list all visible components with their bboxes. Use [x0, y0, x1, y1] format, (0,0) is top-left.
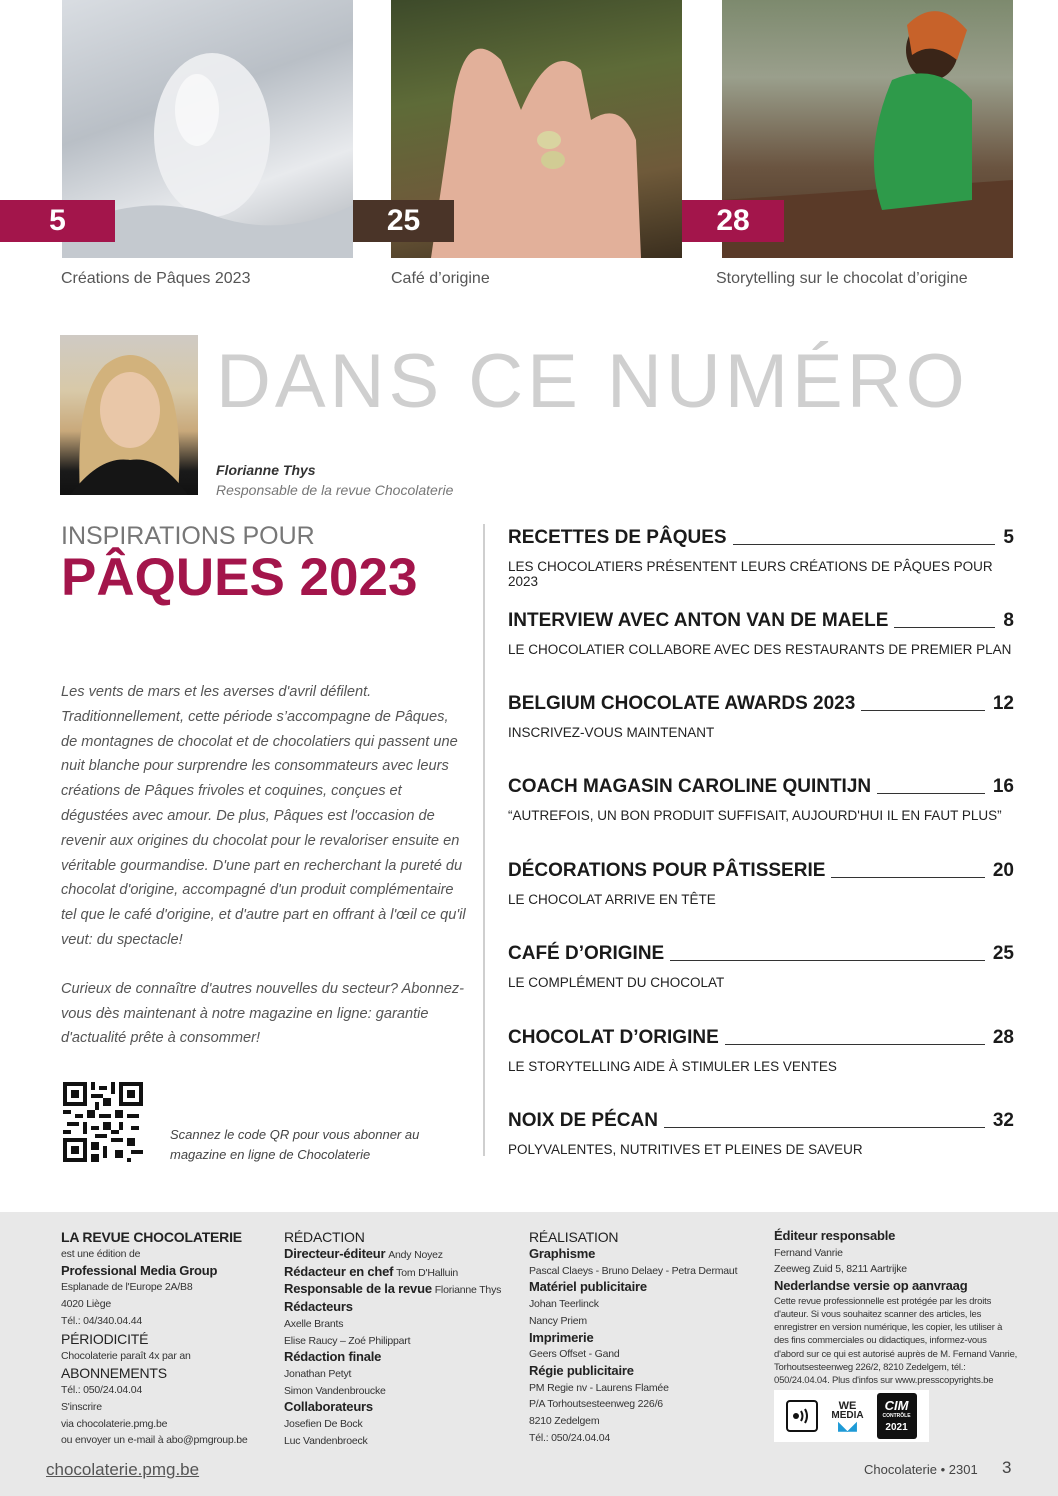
colophon-publisher: [61, 1228, 271, 1449]
toc-leader: [894, 627, 995, 628]
colophon-label: Éditeur responsable: [774, 1228, 896, 1243]
toc-entry[interactable]: [508, 943, 1014, 990]
certification-logos: [774, 1390, 929, 1442]
colophon-text: Elise Raucy – Zoé Philippart: [284, 1334, 411, 1347]
colophon-responsible: [774, 1228, 1018, 1387]
colophon-text: Tom D'Halluin: [396, 1266, 459, 1279]
toc-leader: [861, 710, 985, 711]
colophon-text: Fernand Vanrie: [774, 1246, 843, 1259]
colophon-label: Directeur-éditeur: [284, 1246, 386, 1261]
colophon-heading: ABONNEMENTS: [61, 1365, 167, 1382]
footer-website-link[interactable]: chocolaterie.pmg.be: [46, 1460, 200, 1479]
toc-entry[interactable]: [508, 693, 1014, 740]
colophon-text: Josefien De Bock: [284, 1418, 363, 1431]
audio-logo-icon: [786, 1400, 818, 1432]
colophon-text: Chocolaterie paraît 4x par an: [61, 1349, 191, 1362]
toc-subtitle: INSCRIVEZ-VOUS MAINTENANT: [508, 725, 715, 740]
editor-name: Florianne Thys: [216, 462, 316, 478]
colophon-link[interactable]: via chocolaterie.pmg.be: [61, 1417, 168, 1430]
toc-page: 20: [992, 860, 1014, 881]
colophon-label: Rédaction finale: [284, 1349, 382, 1365]
toc-page: 28: [992, 1027, 1014, 1048]
colophon-label: Nederlandse versie op aanvraag: [774, 1278, 968, 1294]
colophon-label: Responsable de la revue: [284, 1281, 432, 1297]
colophon-text: P/A Torhoutsesteenweg 226/6: [529, 1398, 663, 1411]
footer-issue: Chocolaterie • 2301: [864, 1462, 978, 1477]
colophon-text: Axelle Brants: [284, 1317, 344, 1330]
toc-page: 25: [992, 943, 1014, 964]
toc-subtitle: LE CHOCOLAT ARRIVE EN TÊTE: [508, 892, 716, 907]
feature-caption: Créations de Pâques 2023: [61, 270, 251, 287]
toc-leader: [733, 544, 996, 545]
headline: PÂQUES 2023: [61, 548, 418, 607]
we-media-mark-icon: ◣◢: [838, 1419, 857, 1433]
toc-entry[interactable]: [508, 610, 1014, 657]
colophon-text: Zeeweg Zuid 5, 8211 Aartrijke: [774, 1263, 907, 1276]
colophon-text: Geers Offset - Gand: [529, 1348, 620, 1361]
toc-subtitle: LE CHOCOLATIER COLLABORE AVEC DES RESTAURANTS DE PREMIER PLAN: [508, 642, 1012, 657]
colophon-label: Rédacteurs: [284, 1299, 353, 1315]
colophon-editorial: [284, 1228, 514, 1449]
colophon-text: est une édition de: [61, 1248, 141, 1260]
colophon-text: S'inscrire: [61, 1400, 102, 1413]
toc-subtitle: LE STORYTELLING AIDE À STIMULER LES VENTES: [508, 1059, 837, 1074]
toc-title: NOIX DE PÉCAN: [508, 1110, 658, 1131]
toc-subtitle: “AUTREFOIS, UN BON PRODUIT SUFFISAIT, AUJOURD'HUI IL EN FAUT PLUS”: [508, 808, 1002, 823]
colophon-text: Johan Teerlinck: [529, 1298, 599, 1311]
colophon-text: PM Regie nv - Laurens Flamée: [529, 1381, 669, 1394]
colophon-text: Jonathan Petyt: [284, 1367, 352, 1380]
toc-leader: [670, 960, 985, 961]
feature-number-badge: 28: [682, 200, 784, 242]
toc-title: BELGIUM CHOCOLATE AWARDS 2023: [508, 693, 856, 714]
toc-leader: [664, 1127, 985, 1128]
toc-title: RECETTES DE PÂQUES: [508, 527, 727, 548]
editor-role: Responsable de la revue Chocolaterie: [216, 482, 454, 498]
qr-code[interactable]: [63, 1082, 143, 1162]
colophon-email[interactable]: ou envoyer un e-mail à abo@pmgroup.be: [61, 1434, 248, 1447]
colophon-text: Tél.: 04/340.04.44: [61, 1314, 143, 1327]
toc-title: COACH MAGASIN CAROLINE QUINTIJN: [508, 776, 872, 797]
page-number: 3: [1002, 1458, 1012, 1477]
colophon-text: Pascal Claeys - Bruno Delaey - Petra Dermaut: [529, 1264, 738, 1277]
toc-entry[interactable]: [508, 1110, 1014, 1157]
colophon-heading: PÉRIODICITÉ: [61, 1330, 149, 1347]
toc-entry[interactable]: [508, 860, 1014, 907]
colophon-label: Régie publicitaire: [529, 1362, 634, 1378]
toc-entry[interactable]: [508, 527, 1014, 589]
colophon-heading: RÉDACTION: [284, 1229, 365, 1245]
colophon-label: Imprimerie: [529, 1329, 594, 1345]
feature-caption: Café d’origine: [391, 270, 490, 287]
toc-subtitle: LE COMPLÉMENT DU CHOCOLAT: [508, 975, 725, 990]
qr-caption: Scannez le code QR pour vous abonner au magazine en ligne de Chocolaterie: [170, 1127, 420, 1162]
feature-number-badge: 25: [353, 200, 454, 242]
toc-title: CAFÉ D’ORIGINE: [508, 943, 665, 964]
toc-page: 32: [992, 1110, 1014, 1131]
colophon-text: Andy Noyez: [388, 1249, 443, 1261]
colophon-production: [529, 1228, 759, 1446]
toc-subtitle: POLYVALENTES, NUTRITIVES ET PLEINES DE SAVEUR: [508, 1142, 863, 1157]
cim-logo: CIM CONTRÔLE 2021: [877, 1393, 917, 1439]
intro-paragraph: Curieux de connaître d'autres nouvelles du secteur? Abonnez-vous dès maintenant à notre magazine en ligne: garantie d'actualité prête à consommer!: [61, 980, 465, 1047]
toc-leader: [725, 1044, 985, 1045]
colophon-text: Simon Vandenbroucke: [284, 1384, 386, 1397]
colophon-text: 8210 Zedelgem: [529, 1415, 600, 1428]
colophon-text: Tél.: 050/24.04.04: [529, 1431, 611, 1444]
editor-portrait: [60, 335, 198, 495]
toc-page: 8: [1003, 610, 1014, 631]
colophon-label: Collaborateurs: [284, 1399, 373, 1415]
copyright-notice: Cette revue professionnelle est protégée par les droits d'auteur. Si vous souhaitez scanner des articles, les enregistrer en version numérique, les copier, les utiliser à des fins commerciales ou didactiques, informez-vous d'abord sur ce qui est autorisé auprès de M. Fernand Vanrie, Torhoutsesteenweg 226/2, 8210 Zedelgem, tél.: 050/24.04.04. Plus d'infos sur www.presscopyrights.be: [774, 1295, 1018, 1387]
toc-page: 16: [992, 776, 1014, 797]
colophon-text: Florianne Thys: [434, 1284, 502, 1297]
colophon-text: Esplanade de l'Europe 2A/B8: [61, 1281, 193, 1294]
toc-leader: [831, 877, 984, 878]
column-divider: [483, 524, 485, 1156]
colophon-label: Matériel publicitaire: [529, 1279, 647, 1295]
toc-leader: [877, 793, 985, 794]
toc-title: DÉCORATIONS POUR PÂTISSERIE: [508, 860, 826, 881]
headline-kicker: INSPIRATIONS POUR: [61, 522, 315, 550]
toc-entry[interactable]: [508, 776, 1014, 823]
we-media-logo: WE MEDIA ◣◢: [831, 1400, 864, 1433]
colophon-heading: RÉALISATION: [529, 1229, 619, 1245]
colophon-label: Graphisme: [529, 1246, 596, 1261]
toc-title: INTERVIEW AVEC ANTON VAN DE MAELE: [508, 610, 889, 631]
colophon-text: Tél.: 050/24.04.04: [61, 1384, 143, 1397]
section-title: DANS CE NUMÉRO: [216, 339, 969, 424]
toc-subtitle: LES CHOCOLATIERS PRÉSENTENT LEURS CRÉATIONS DE PÂQUES POUR 2023: [508, 559, 993, 589]
colophon-label: Rédacteur en chef: [284, 1263, 394, 1279]
intro-paragraph: Les vents de mars et les averses d'avril défilent. Traditionnellement, cette période s’accompagne de Pâques, de montagnes de chocolat et de chocolatiers qui passent une nuit blanche pour surprendre les consommateurs avec leurs créations de Pâques frivoles et coquines, conçues et dégustées avec amour. De plus, Pâques est l'occasion de revenir aux origines du chocolat pour le revaloriser ensuite en véritable gourmandise. D'une part en recherchant la pureté du chocolat d'origine, accompagné d'un produit complémentaire tel que le café d'origine, et d'autre part en offrant à l'œil ce qu'il veut: du spectacle!: [61, 684, 466, 948]
colophon-label: Professional Media Group: [61, 1262, 218, 1278]
feature-caption: Storytelling sur le chocolat d’origine: [716, 270, 968, 287]
colophon-text: 4020 Liège: [61, 1298, 111, 1311]
toc-entry[interactable]: [508, 1027, 1014, 1074]
colophon-text: Luc Vandenbroeck: [284, 1434, 368, 1447]
intro-text: [61, 680, 466, 1051]
toc-page: 12: [992, 693, 1014, 714]
colophon-text: Nancy Priem: [529, 1314, 587, 1327]
feature-number-badge: 5: [0, 200, 115, 242]
toc-title: CHOCOLAT D’ORIGINE: [508, 1027, 719, 1048]
colophon-heading: LA REVUE CHOCOLATERIE: [61, 1229, 242, 1245]
toc-page: 5: [1003, 527, 1014, 548]
